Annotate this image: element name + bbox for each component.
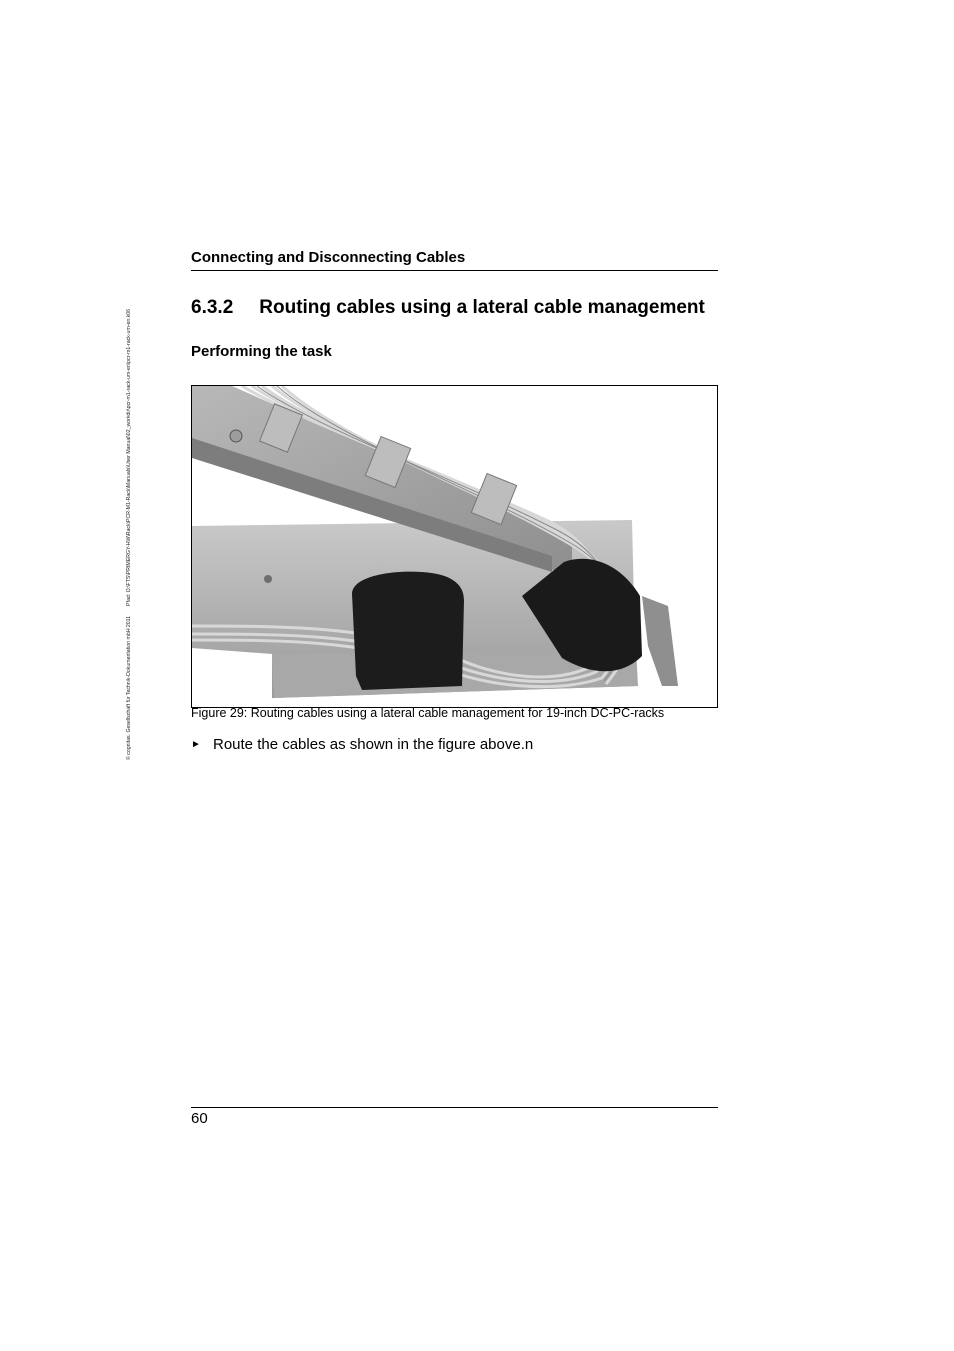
copyright-note: © cognitas. Gesellschaft für Technik-Dokumentation mbH 2011 [126,615,132,760]
subheading: Performing the task [191,343,332,360]
side-margin-note [126,240,132,760]
section-title: Routing cables using a lateral cable management [259,297,705,318]
footer-rule [191,1107,718,1108]
step-text: Route the cables as shown in the figure above.n [213,736,534,753]
file-path-note: Pfad: O:\FTS\PRIMERGY-HW\Rack\PCR-M1-Rack\Manuals\User Manual\02_workdir\pcr-m1-rack-um-en\pcr-m1-rack-um-en.k06 [126,308,132,606]
page-number: 60 [191,1110,208,1127]
instruction-step [191,736,533,753]
section-heading [191,297,705,319]
figure-frame [191,385,718,708]
cable-management-photo [192,386,717,707]
figure-caption: Figure 29: Routing cables using a lateral cable management for 19-inch DC-PC-racks [191,706,665,720]
running-head: Connecting and Disconnecting Cables [191,249,466,266]
section-number: 6.3.2 [191,297,234,318]
header-rule [191,270,718,271]
bullet-marker-icon: ► [191,739,201,750]
